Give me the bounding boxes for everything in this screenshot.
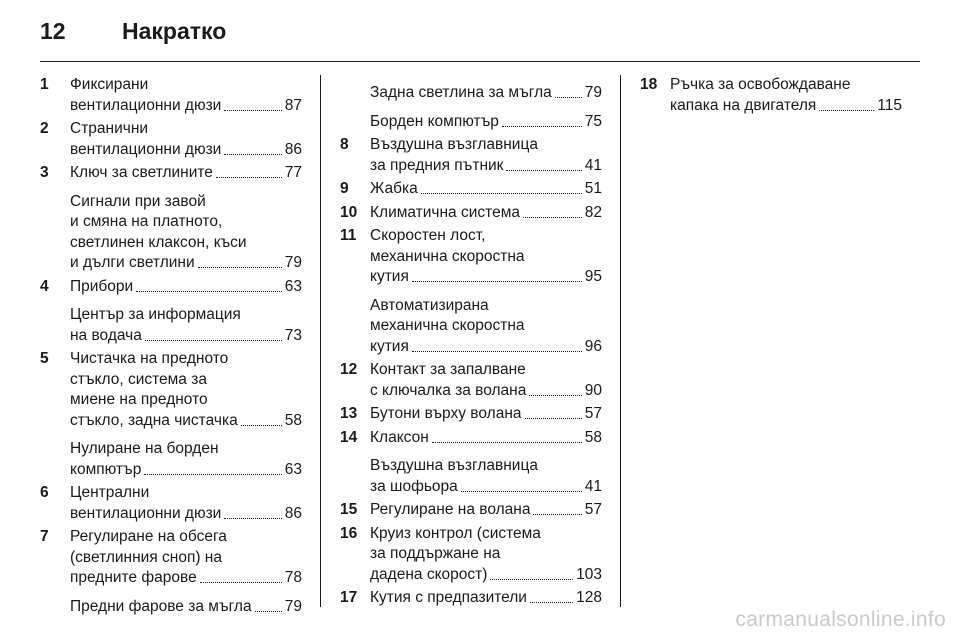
entry-number: 18 xyxy=(640,76,658,93)
entry-number: 2 xyxy=(40,120,49,137)
index-entry xyxy=(340,428,602,449)
entry-line: Въздушна възглавница xyxy=(370,136,538,153)
entry-line: Ключ за светлините xyxy=(70,164,213,181)
entry-number: 7 xyxy=(40,528,49,545)
dot-leader xyxy=(432,428,582,443)
entry-number xyxy=(340,456,370,497)
entry-number: 8 xyxy=(340,136,349,153)
entry-text xyxy=(370,428,602,449)
entry-text xyxy=(70,527,302,589)
entry-text xyxy=(370,296,602,358)
entry-line: компютър xyxy=(70,460,142,478)
entry-last-line xyxy=(70,411,302,432)
entry-last-line xyxy=(370,112,602,133)
index-entry xyxy=(340,360,602,401)
entry-number xyxy=(340,83,370,104)
index-entry xyxy=(40,483,302,524)
page-reference: 79 xyxy=(284,597,302,615)
entry-line: механична скоростна xyxy=(370,247,525,265)
entry-line: дадена скорост) xyxy=(370,565,488,583)
entry-line: Предни фарове за мъгла xyxy=(70,597,252,615)
entry-text xyxy=(70,192,302,274)
entry-line: и дълги светлини xyxy=(70,254,195,271)
page-reference: 82 xyxy=(584,203,602,221)
page-reference: 95 xyxy=(584,268,602,285)
entry-text xyxy=(370,588,602,609)
entry-line: вентилационни дюзи xyxy=(70,140,222,158)
entry-line: Контакт за запалване xyxy=(370,361,526,378)
entry-last-line xyxy=(370,203,602,224)
entry-last-line xyxy=(370,337,602,358)
page-reference: 41 xyxy=(584,477,602,495)
dot-leader xyxy=(819,96,874,111)
entry-number: 3 xyxy=(40,164,49,181)
entry-text xyxy=(670,75,902,116)
entry-text xyxy=(70,163,302,184)
entry-line: Круиз контрол (система xyxy=(370,524,541,542)
entry-text xyxy=(70,119,302,160)
page-reference: 115 xyxy=(877,96,902,114)
entry-number: 10 xyxy=(340,203,358,221)
page-reference: 103 xyxy=(576,565,602,583)
entry-text xyxy=(370,203,602,224)
index-entry xyxy=(40,192,302,274)
entry-last-line xyxy=(370,588,602,609)
entry-last-line xyxy=(370,404,602,425)
page-reference: 57 xyxy=(584,501,602,518)
entry-text xyxy=(70,597,302,618)
watermark: carmanualsonline.info xyxy=(735,608,946,631)
index-entry xyxy=(340,500,602,521)
entry-number: 16 xyxy=(340,524,358,542)
entry-text xyxy=(70,349,302,431)
entry-last-line xyxy=(370,381,602,402)
index-entry xyxy=(40,163,302,184)
page-reference: 90 xyxy=(584,381,602,399)
page-title: Накратко xyxy=(122,18,227,44)
entry-number: 17 xyxy=(340,589,358,606)
page-reference: 79 xyxy=(284,254,302,271)
entry-line: предните фарове xyxy=(70,569,197,586)
index-column-3 xyxy=(640,75,902,119)
entry-text xyxy=(70,305,302,346)
entry-line: Регулиране на обсега xyxy=(70,528,227,545)
entry-last-line xyxy=(370,477,602,498)
entry-text xyxy=(370,179,602,200)
entry-line: за поддържане на xyxy=(370,545,501,562)
entry-number: 5 xyxy=(40,350,49,367)
entry-text xyxy=(370,456,602,497)
entry-line: за шофьора xyxy=(370,477,458,495)
entry-number: 6 xyxy=(40,484,49,501)
entry-text xyxy=(370,112,602,133)
entry-text xyxy=(370,83,602,104)
entry-line: кутия xyxy=(370,268,409,285)
entry-line: Сигнали при завой xyxy=(70,192,206,210)
dot-leader xyxy=(533,500,581,515)
entry-line: Център за информация xyxy=(70,306,241,323)
entry-text xyxy=(70,439,302,480)
entry-line: механична скоростна xyxy=(370,317,525,334)
dot-leader xyxy=(200,568,282,583)
index-entry xyxy=(40,119,302,160)
page-reference: 75 xyxy=(584,112,602,130)
page-reference: 86 xyxy=(284,504,302,522)
page-reference: 77 xyxy=(284,164,302,181)
dot-leader xyxy=(198,253,282,268)
entry-number: 12 xyxy=(340,361,358,378)
entry-line: вентилационни дюзи xyxy=(70,96,222,114)
dot-leader xyxy=(412,267,582,282)
index-column-1 xyxy=(40,75,302,620)
page-reference: 57 xyxy=(584,405,602,422)
index-entry xyxy=(40,305,302,346)
entry-number xyxy=(40,305,70,346)
entry-last-line xyxy=(370,500,602,521)
entry-number: 15 xyxy=(340,501,358,518)
entry-line: Централни xyxy=(70,484,150,501)
entry-line: Чистачка на предното xyxy=(70,350,229,367)
index-entry xyxy=(40,597,302,618)
index-entry xyxy=(340,203,602,224)
index-entry xyxy=(340,179,602,200)
entry-line: с ключалка за волана xyxy=(370,381,527,399)
dot-leader xyxy=(421,179,582,194)
dot-leader xyxy=(506,156,581,171)
entry-line: Скоростен лост, xyxy=(370,227,486,244)
entry-number xyxy=(40,192,70,274)
entry-line: за предния пътник xyxy=(370,156,504,174)
dot-leader xyxy=(255,597,282,612)
page-reference: 87 xyxy=(284,96,302,114)
entry-number: 4 xyxy=(40,277,49,295)
index-entry xyxy=(40,349,302,431)
index-entry xyxy=(340,83,602,104)
entry-line: Борден компютър xyxy=(370,112,499,130)
entry-number: 9 xyxy=(340,180,349,197)
page-reference: 128 xyxy=(576,589,602,606)
dot-leader xyxy=(461,477,582,492)
entry-last-line xyxy=(70,140,302,161)
page-header xyxy=(40,18,920,58)
dot-leader xyxy=(224,140,281,155)
entry-number: 1 xyxy=(40,76,49,93)
entry-line: Ръчка за освобождаване xyxy=(670,76,851,93)
entry-text xyxy=(70,277,302,298)
entry-line: Кутия с предпазители xyxy=(370,589,527,606)
entry-last-line xyxy=(370,83,602,104)
entry-last-line xyxy=(70,96,302,117)
entry-line: Регулиране на волана xyxy=(370,501,531,518)
entry-text xyxy=(370,360,602,401)
dot-leader xyxy=(523,203,582,218)
entry-line: вентилационни дюзи xyxy=(70,504,222,522)
dot-leader xyxy=(502,112,582,127)
entry-number xyxy=(340,296,370,358)
page-reference: 51 xyxy=(584,180,602,197)
dot-leader xyxy=(216,163,282,178)
entry-line: стъкло, задна чистачка xyxy=(70,411,238,429)
entry-last-line xyxy=(70,504,302,525)
dot-leader xyxy=(530,588,573,603)
dot-leader xyxy=(529,381,581,396)
header-rule xyxy=(40,61,920,62)
entry-text xyxy=(370,500,602,521)
entry-number: 11 xyxy=(340,227,357,244)
dot-leader xyxy=(525,404,582,419)
page-reference: 78 xyxy=(284,569,302,586)
index-entry xyxy=(40,439,302,480)
page-reference: 96 xyxy=(584,337,602,355)
entry-line: Прибори xyxy=(70,277,134,295)
dot-leader xyxy=(224,96,281,111)
entry-last-line xyxy=(70,460,302,481)
page-reference: 79 xyxy=(584,84,602,101)
entry-text xyxy=(370,404,602,425)
entry-line: Въздушна възглавница xyxy=(370,457,538,474)
entry-last-line xyxy=(670,96,902,117)
index-entry xyxy=(340,524,602,586)
page-reference: 41 xyxy=(584,156,602,174)
entry-line: стъкло, система за xyxy=(70,370,207,388)
entry-last-line xyxy=(370,565,602,586)
entry-text xyxy=(370,226,602,288)
index-entry xyxy=(340,456,602,497)
entry-line: миене на предното xyxy=(70,391,208,408)
entry-line: (светлинния сноп) на xyxy=(70,548,222,566)
page-reference: 63 xyxy=(284,460,302,478)
entry-line: Автоматизирана xyxy=(370,296,489,314)
entry-line: светлинен клаксон, къси xyxy=(70,233,247,251)
entry-number: 14 xyxy=(340,428,358,446)
entry-line: и смяна на платното, xyxy=(70,213,223,230)
entry-last-line xyxy=(70,253,302,274)
entry-number xyxy=(40,597,70,618)
dot-leader xyxy=(224,504,281,519)
entry-line: Жабка xyxy=(370,180,418,197)
entry-last-line xyxy=(70,568,302,589)
entry-last-line xyxy=(370,428,602,449)
page-reference: 86 xyxy=(284,140,302,158)
entry-last-line xyxy=(370,156,602,177)
index-entry xyxy=(340,296,602,358)
index-entry xyxy=(340,588,602,609)
entry-last-line xyxy=(70,326,302,347)
entry-text xyxy=(70,75,302,116)
dot-leader xyxy=(555,83,582,98)
index-entry xyxy=(40,527,302,589)
index-entry xyxy=(340,112,602,133)
index-entry xyxy=(40,277,302,298)
entry-text xyxy=(70,483,302,524)
dot-leader xyxy=(145,326,282,341)
page-reference: 63 xyxy=(284,277,302,295)
entry-line: капака на двигателя xyxy=(670,96,817,114)
dot-leader xyxy=(144,460,281,475)
entry-last-line xyxy=(370,179,602,200)
index-column-2 xyxy=(340,75,602,612)
dot-leader xyxy=(490,565,573,580)
column-divider xyxy=(620,75,621,607)
entry-line: Странични xyxy=(70,120,149,137)
entry-last-line xyxy=(70,597,302,618)
entry-last-line xyxy=(70,277,302,298)
entry-line: кутия xyxy=(370,337,409,355)
entry-line: на водача xyxy=(70,326,142,344)
dot-leader xyxy=(412,337,582,352)
entry-number xyxy=(40,439,70,480)
entry-number xyxy=(340,112,370,133)
entry-text xyxy=(370,135,602,176)
entry-line: Фиксирани xyxy=(70,76,149,93)
entry-line: Климатична система xyxy=(370,203,520,221)
entry-text xyxy=(370,524,602,586)
index-entry xyxy=(40,75,302,116)
dot-leader xyxy=(136,277,282,292)
index-entry xyxy=(340,135,602,176)
index-entry xyxy=(340,226,602,288)
page-reference: 58 xyxy=(284,411,302,429)
dot-leader xyxy=(241,411,282,426)
entry-line: Клаксон xyxy=(370,428,429,446)
entry-number: 13 xyxy=(340,405,358,422)
index-entry xyxy=(640,75,902,116)
page-number: 12 xyxy=(40,18,66,44)
page-reference: 73 xyxy=(284,326,302,344)
page-reference: 58 xyxy=(584,428,602,446)
column-divider xyxy=(320,75,321,607)
entry-line: Задна светлина за мъгла xyxy=(370,84,552,101)
entry-line: Бутони върху волана xyxy=(370,405,522,422)
entry-last-line xyxy=(70,163,302,184)
entry-last-line xyxy=(370,267,602,288)
index-entry xyxy=(340,404,602,425)
entry-line: Нулиране на борден xyxy=(70,440,219,457)
